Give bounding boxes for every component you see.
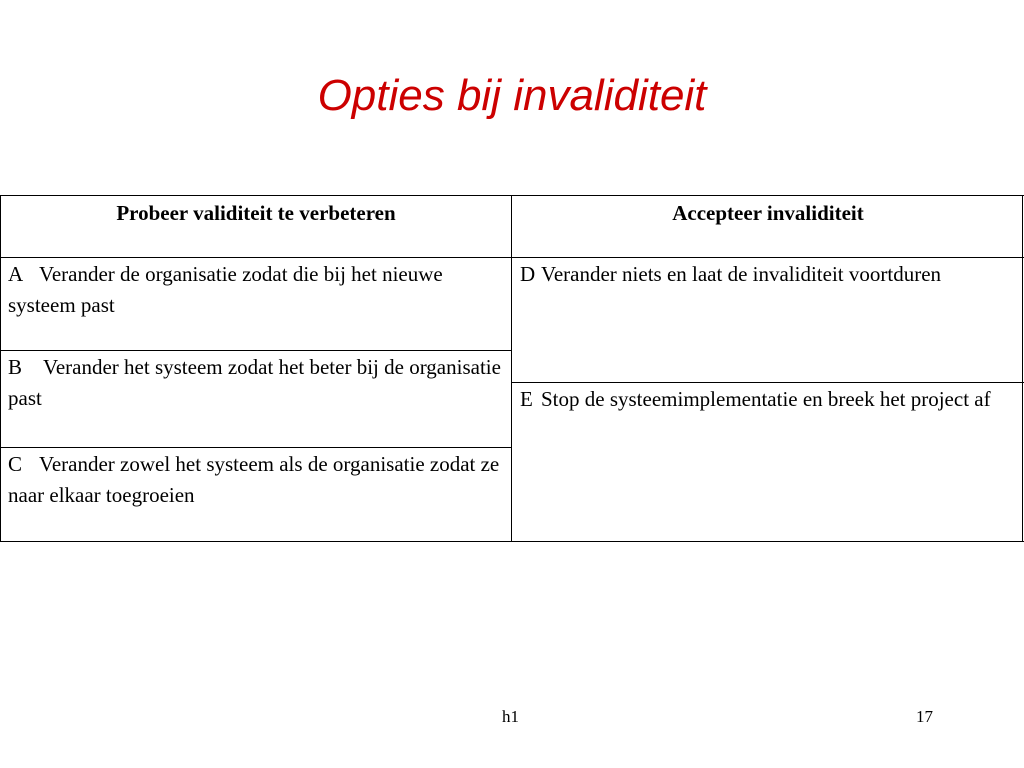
footer-label: h1 <box>502 707 519 726</box>
table-border-right <box>1022 195 1023 542</box>
option-e <box>512 383 1024 542</box>
option-letter: D <box>520 262 536 286</box>
row-divider-ab <box>0 350 512 351</box>
option-text: Verander zowel het systeem als de organisatie zodat ze naar elkaar toegroeien <box>8 452 500 507</box>
option-letter: B <box>8 355 23 379</box>
option-d <box>512 258 1024 383</box>
table-border-left <box>0 195 1 542</box>
option-b <box>0 351 512 448</box>
option-letter: A <box>8 262 24 286</box>
header-improve-validity: Probeer validiteit te verbeteren <box>116 201 396 225</box>
option-a <box>0 258 512 351</box>
option-text: Verander de organisatie zodat die bij het nieuwe systeem past <box>8 262 443 317</box>
table-header-divider <box>0 257 1024 258</box>
header-accept-invalidity: Accepteer invaliditeit <box>672 201 864 225</box>
row-divider-bc <box>0 447 512 448</box>
option-text: Verander niets en laat de invaliditeit voortduren <box>541 262 942 286</box>
options-table <box>0 195 1024 542</box>
option-text: Verander het systeem zodat het beter bij de organisatie past <box>8 355 501 410</box>
row-divider-de <box>512 382 1024 383</box>
option-c <box>0 448 512 542</box>
table-border-bottom <box>0 541 1024 542</box>
option-text: Stop de systeemimplementatie en breek het project af <box>541 387 991 411</box>
table-border-top <box>0 195 1024 196</box>
option-letter: C <box>8 452 23 476</box>
page-number: 17 <box>916 707 933 726</box>
table-column-divider <box>511 195 512 542</box>
slide-title: Opties bij invaliditeit <box>317 71 707 120</box>
option-letter: E <box>520 387 533 411</box>
